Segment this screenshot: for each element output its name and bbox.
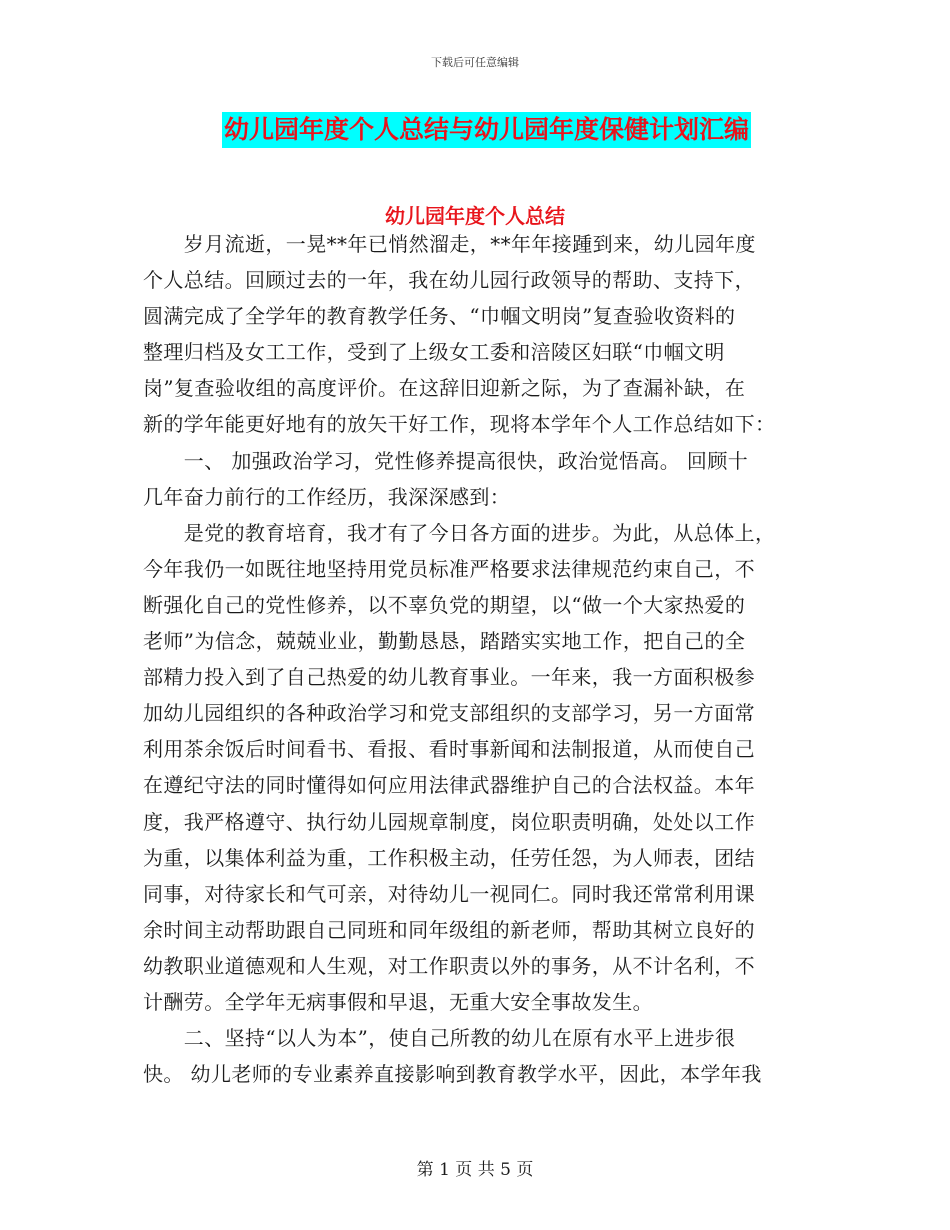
section-title: 幼儿园年度个人总结 <box>385 204 565 228</box>
body-line: 二、坚持“以人为本”，使自己所教的幼儿在原有水平上进步很 <box>143 1026 736 1051</box>
page-footer: 第 1 页 共 5 页 <box>416 1160 534 1180</box>
body-line: 部精力投入到了自己热爱的幼儿教育事业。一年来，我一方面积极参 <box>143 665 755 690</box>
body-line: 加幼儿园组织的各种政治学习和党支部组织的支部学习，另一方面常 <box>143 701 755 726</box>
body-line: 整理归档及女工工作，受到了上级女工委和涪陵区妇联“巾帼文明 <box>143 340 725 365</box>
body-line: 同事，对待家长和气可亲，对待幼儿一视同仁。同时我还常常利用课 <box>143 881 755 906</box>
body-line: 几年奋力前行的工作经历，我深深感到： <box>143 484 511 509</box>
body-line: 一、 加强政治学习，党性修养提高很快，政治觉悟高。 回顾十 <box>143 448 749 473</box>
body-text <box>143 226 813 1092</box>
body-line: 断强化自己的党性修养，以不辜负党的期望，以“做一个大家热爱的 <box>143 592 746 617</box>
body-line: 为重，以集体利益为重，工作积极主动，任劳任怨，为人师表，团结 <box>143 845 755 870</box>
body-line: 老师”为信念，兢兢业业，勤勤恳恳，踏踏实实地工作，把自己的全 <box>143 629 746 654</box>
body-line: 幼教职业道德观和人生观，对工作职责以外的事务，从不计名利，不 <box>143 953 755 978</box>
body-line: 岗”复查验收组的高度评价。在这辞旧迎新之际，为了查漏补缺，在 <box>143 376 746 401</box>
body-line: 圆满完成了全学年的教育教学任务、“巾帼文明岗”复查验收资料的 <box>143 304 736 329</box>
main-title: 幼儿园年度个人总结与幼儿园年度保健计划汇编 <box>222 112 751 148</box>
body-line: 今年我仍一如既往地坚持用党员标准严格要求法律规范约束自己，不 <box>143 556 755 581</box>
body-line: 度，我严格遵守、执行幼儿园规章制度，岗位职责明确，处处以工作 <box>143 809 755 834</box>
body-line: 余时间主动帮助跟自己同班和同年级组的新老师，帮助其树立良好的 <box>143 917 755 942</box>
body-line: 个人总结。回顾过去的一年，我在幼儿园行政领导的帮助、支持下， <box>143 268 755 293</box>
body-line: 利用茶余饭后时间看书、看报、看时事新闻和法制报道，从而使自己 <box>143 737 755 762</box>
body-line: 在遵纪守法的同时懂得如何应用法律武器维护自己的合法权益。本年 <box>143 773 755 798</box>
body-line: 快。 幼儿老师的专业素养直接影响到教育教学水平，因此，本学年我 <box>143 1062 762 1087</box>
body-line: 计酬劳。全学年无病事假和早退，无重大安全事故发生。 <box>143 989 653 1014</box>
body-line: 新的学年能更好地有的放矢干好工作，现将本学年个人工作总结如下： <box>143 412 776 437</box>
body-line: 岁月流逝，一晃**年已悄然溜走，**年年接踵到来，幼儿园年度 <box>143 232 756 256</box>
body-line: 是党的教育培育，我才有了今日各方面的进步。为此，从总体上， <box>143 520 776 545</box>
header-note: 下载后可任意编辑 <box>431 56 519 69</box>
